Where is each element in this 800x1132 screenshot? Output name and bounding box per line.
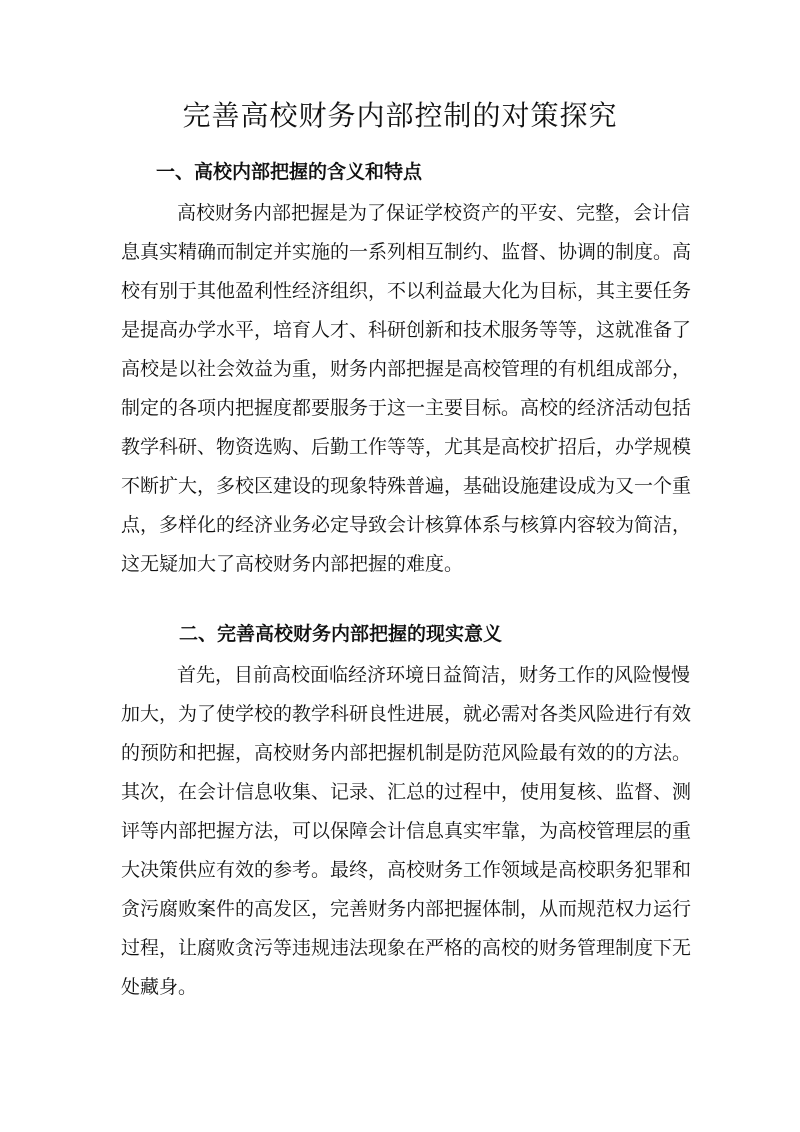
paragraph-line: 高校是以社会效益为重，财务内部把握是高校管理的有机组成部分， (121, 358, 692, 380)
section-heading-2: 二、完善高校财务内部把握的现实意义 (179, 623, 503, 645)
paragraph-line: 其次，在会计信息收集、记录、汇总的过程中，使用复核、监督、测 (121, 781, 692, 803)
paragraph-line: 大决策供应有效的参考。最终，高校财务工作领域是高校职务犯罪和 (121, 859, 692, 881)
paragraph-line: 贪污腐败案件的高发区，完善财务内部把握体制，从而规范权力运行 (121, 898, 692, 920)
section-2-paragraph (121, 656, 692, 1007)
paragraph-line: 息真实精确而制定并实施的一系列相互制约、监督、协调的制度。高 (121, 241, 692, 263)
section-heading-1: 一、高校内部把握的含义和特点 (156, 161, 423, 183)
paragraph-line: 教学科研、物资选购、后勤工作等等，尤其是高校扩招后，办学规模 (121, 436, 692, 458)
paragraph-line: 评等内部把握方法，可以保障会计信息真实牢靠，为高校管理层的重 (121, 820, 692, 842)
paragraph-line: 是提高办学水平，培育人才、科研创新和技术服务等等，这就准备了 (121, 319, 692, 341)
document-title: 完善高校财务内部控制的对策探究 (182, 99, 618, 132)
paragraph-line: 这无疑加大了高校财务内部把握的难度。 (121, 553, 464, 575)
paragraph-line: 加大，为了使学校的教学科研良性进展，就必需对各类风险进行有效 (121, 703, 692, 725)
paragraph-line: 高校财务内部把握是为了保证学校资产的平安、完整，会计信 (177, 202, 691, 224)
paragraph-line: 过程，让腐败贪污等违规违法现象在严格的高校的财务管理制度下无 (121, 937, 692, 959)
paragraph-line: 的预防和把握，高校财务内部把握机制是防范风险最有效的的方法。 (121, 742, 692, 764)
section-1-paragraph (121, 194, 692, 584)
paragraph-line: 不断扩大，多校区建设的现象特殊普遍，基础设施建设成为又一个重 (121, 475, 692, 497)
paragraph-line: 首先，目前高校面临经济环境日益简洁，财务工作的风险慢慢 (177, 664, 691, 686)
paragraph-line: 校有别于其他盈利性经济组织，不以利益最大化为目标，其主要任务 (121, 280, 692, 302)
paragraph-line: 制定的各项内把握度都要服务于这一主要目标。高校的经济活动包括 (121, 397, 692, 419)
paragraph-line: 点，多样化的经济业务必定导致会计核算体系与核算内容较为简洁， (121, 514, 692, 536)
paragraph-line: 处藏身。 (121, 976, 198, 998)
